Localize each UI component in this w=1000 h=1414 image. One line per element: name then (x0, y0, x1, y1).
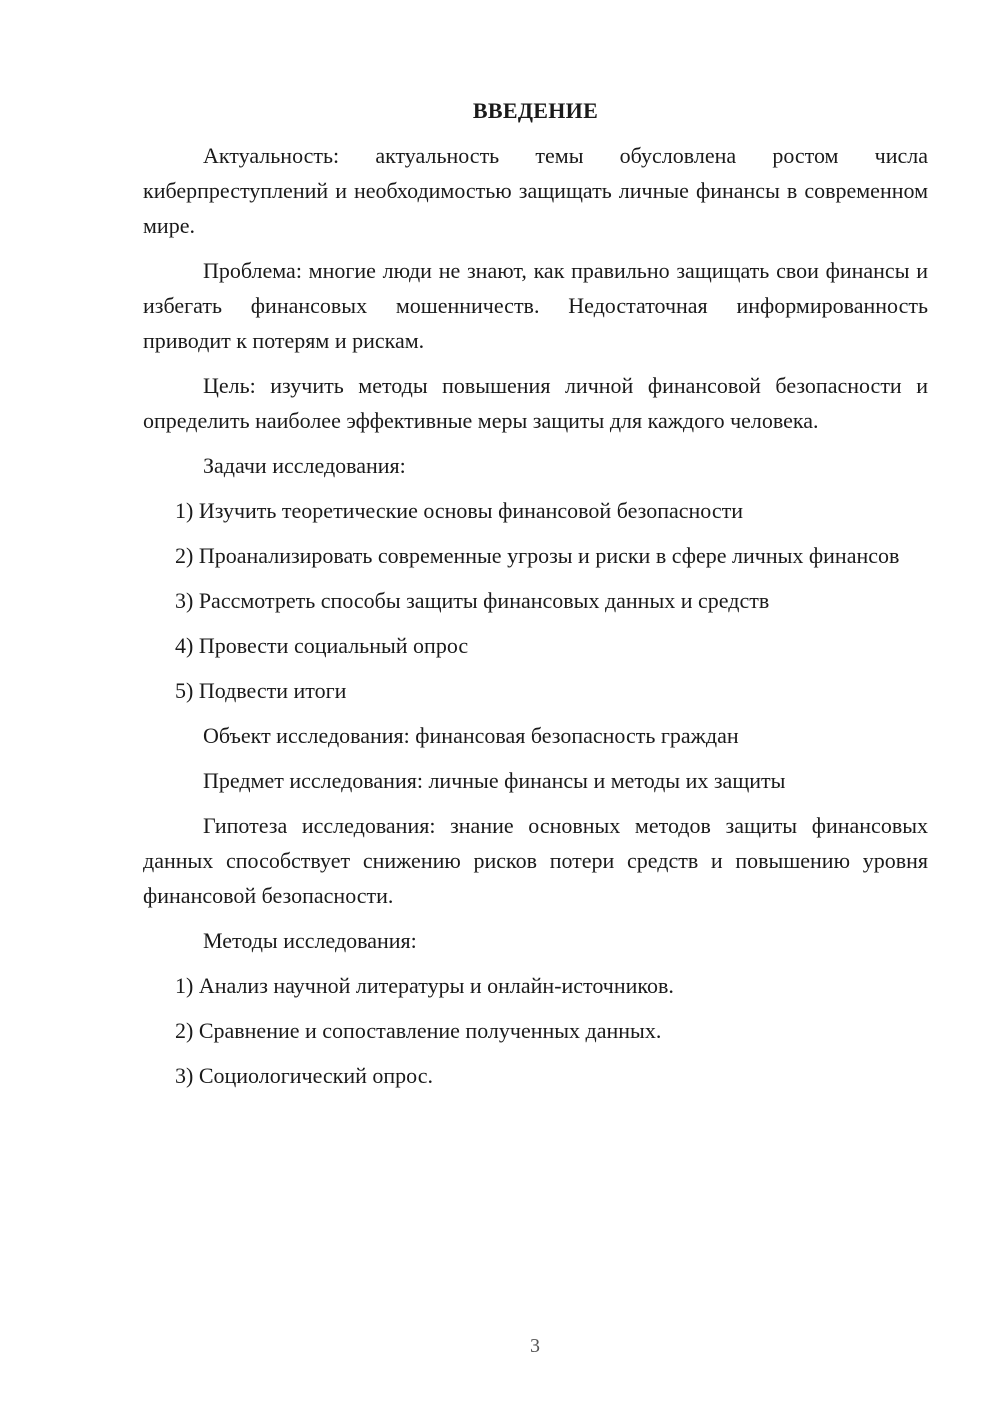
method-item: 3) Социологический опрос. (175, 1063, 433, 1088)
problem-paragraph: Проблема: многие люди не знают, как правильно защищать свои финансы и избегать финансовых мошенничеств. Недостаточная информированность приводит к потерям и рискам. (143, 258, 928, 353)
section-title: ВВЕДЕНИЕ (472, 98, 599, 123)
goal-paragraph: Цель: изучить методы повышения личной финансовой безопасности и определить наиболее эффективные меры защиты для каждого человека. (143, 373, 928, 433)
task-item: 2) Проанализировать современные угрозы и риски в сфере личных финансов (175, 543, 900, 568)
methods-label: Методы исследования: (203, 928, 417, 953)
methods-list (143, 968, 928, 1093)
method-item: 1) Анализ научной литературы и онлайн-источников. (175, 973, 674, 998)
tasks-label: Задачи исследования: (203, 453, 406, 478)
method-item: 2) Сравнение и сопоставление полученных данных. (175, 1018, 662, 1043)
task-item: 3) Рассмотреть способы защиты финансовых данных и средств (175, 588, 770, 613)
hypothesis-paragraph: Гипотеза исследования: знание основных методов защиты финансовых данных способствует снижению рисков потери средств и повышению уровня финансовой безопасности. (143, 813, 928, 908)
document-body (143, 96, 928, 1103)
object-paragraph: Объект исследования: финансовая безопасность граждан (203, 723, 739, 748)
relevance-paragraph: Актуальность: актуальность темы обусловлена ростом числа киберпреступлений и необходимостью защищать личные финансы в современном мире. (143, 143, 928, 238)
task-item: 4) Провести социальный опрос (175, 633, 469, 658)
page-number: 3 (530, 1335, 540, 1357)
tasks-list (143, 493, 928, 708)
subject-paragraph: Предмет исследования: личные финансы и методы их защиты (203, 768, 786, 793)
task-item: 1) Изучить теоретические основы финансовой безопасности (175, 498, 743, 523)
task-item: 5) Подвести итоги (175, 678, 347, 703)
